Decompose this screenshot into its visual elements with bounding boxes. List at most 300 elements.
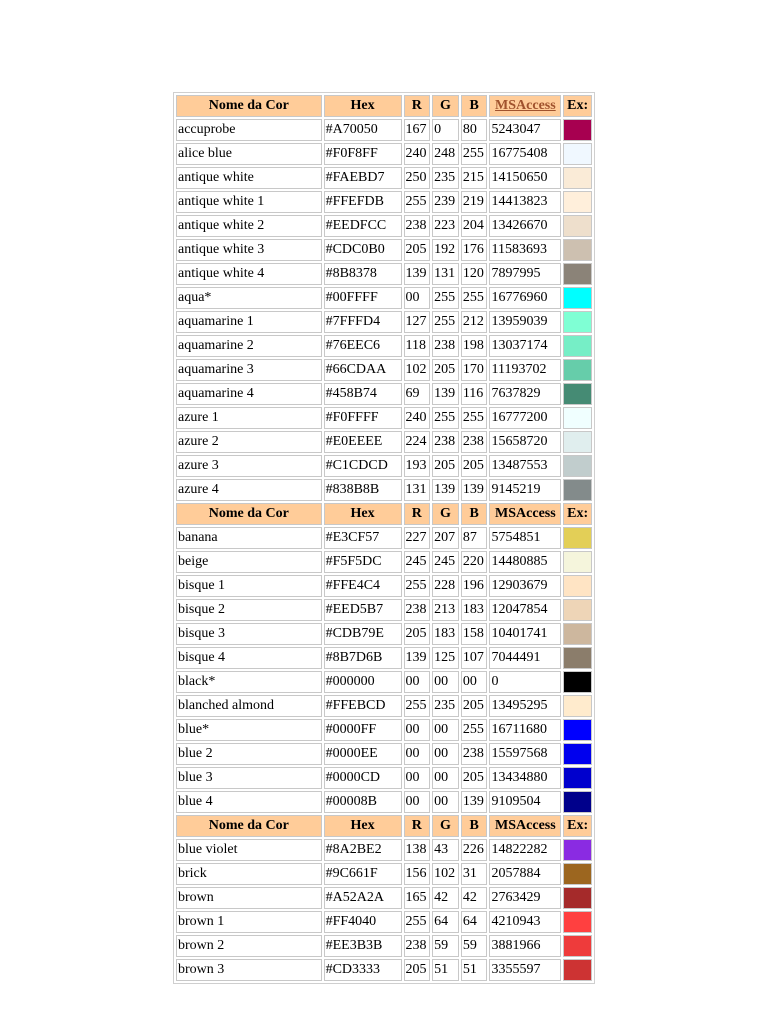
hex-cell: #FAEBD7 xyxy=(324,167,402,189)
hex-cell: #9C661F xyxy=(324,863,402,885)
green-value-cell: 00 xyxy=(432,791,459,813)
color-swatch-cell xyxy=(563,311,592,333)
color-swatch xyxy=(564,648,591,668)
blue-value-cell: 255 xyxy=(461,143,488,165)
table-row xyxy=(176,743,592,765)
header-name: Nome da Cor xyxy=(176,95,322,117)
color-swatch xyxy=(564,192,591,212)
hex-cell: #8A2BE2 xyxy=(324,839,402,861)
blue-value-cell: 120 xyxy=(461,263,488,285)
color-swatch xyxy=(564,576,591,596)
header-name: Nome da Cor xyxy=(176,815,322,837)
color-swatch xyxy=(564,384,591,404)
msaccess-value-cell: 7897995 xyxy=(489,263,561,285)
color-swatch-cell xyxy=(563,719,592,741)
color-name-cell: brown 2 xyxy=(176,935,322,957)
table-row xyxy=(176,263,592,285)
green-value-cell: 235 xyxy=(432,167,459,189)
table-row xyxy=(176,527,592,549)
color-swatch-cell xyxy=(563,671,592,693)
table-row xyxy=(176,671,592,693)
color-name-cell: aquamarine 2 xyxy=(176,335,322,357)
red-value-cell: 255 xyxy=(404,191,431,213)
red-value-cell: 255 xyxy=(404,575,431,597)
red-value-cell: 240 xyxy=(404,407,431,429)
hex-cell: #00008B xyxy=(324,791,402,813)
red-value-cell: 00 xyxy=(404,767,431,789)
hex-cell: #C1CDCD xyxy=(324,455,402,477)
hex-cell: #FFE4C4 xyxy=(324,575,402,597)
green-value-cell: 207 xyxy=(432,527,459,549)
color-name-cell: beige xyxy=(176,551,322,573)
color-swatch-cell xyxy=(563,215,592,237)
hex-cell: #E3CF57 xyxy=(324,527,402,549)
hex-cell: #FFEBCD xyxy=(324,695,402,717)
color-swatch-cell xyxy=(563,791,592,813)
red-value-cell: 156 xyxy=(404,863,431,885)
color-swatch-cell xyxy=(563,167,592,189)
blue-value-cell: 198 xyxy=(461,335,488,357)
msaccess-value-cell: 14822282 xyxy=(489,839,561,861)
table-row xyxy=(176,191,592,213)
msaccess-value-cell: 2057884 xyxy=(489,863,561,885)
color-name-cell: antique white 3 xyxy=(176,239,322,261)
header-row xyxy=(176,815,592,837)
table-row xyxy=(176,863,592,885)
msaccess-value-cell: 14480885 xyxy=(489,551,561,573)
red-value-cell: 193 xyxy=(404,455,431,477)
red-value-cell: 227 xyxy=(404,527,431,549)
color-swatch-cell xyxy=(563,911,592,933)
msaccess-value-cell: 15658720 xyxy=(489,431,561,453)
table-row xyxy=(176,575,592,597)
msaccess-value-cell: 13959039 xyxy=(489,311,561,333)
table-row xyxy=(176,335,592,357)
msaccess-value-cell: 12903679 xyxy=(489,575,561,597)
header-hex: Hex xyxy=(324,503,402,525)
blue-value-cell: 219 xyxy=(461,191,488,213)
header-r: R xyxy=(404,503,431,525)
blue-value-cell: 107 xyxy=(461,647,488,669)
hex-cell: #66CDAA xyxy=(324,359,402,381)
red-value-cell: 238 xyxy=(404,599,431,621)
color-name-cell: aquamarine 4 xyxy=(176,383,322,405)
table-row xyxy=(176,599,592,621)
msaccess-value-cell: 10401741 xyxy=(489,623,561,645)
hex-cell: #EE3B3B xyxy=(324,935,402,957)
color-name-cell: bisque 3 xyxy=(176,623,322,645)
color-swatch-cell xyxy=(563,359,592,381)
header-row xyxy=(176,95,592,117)
color-name-cell: azure 1 xyxy=(176,407,322,429)
hex-cell: #0000CD xyxy=(324,767,402,789)
color-name-cell: blue 3 xyxy=(176,767,322,789)
color-swatch xyxy=(564,864,591,884)
color-name-cell: antique white xyxy=(176,167,322,189)
blue-value-cell: 196 xyxy=(461,575,488,597)
blue-value-cell: 176 xyxy=(461,239,488,261)
hex-cell: #FF4040 xyxy=(324,911,402,933)
msaccess-value-cell: 13426670 xyxy=(489,215,561,237)
red-value-cell: 250 xyxy=(404,167,431,189)
color-swatch-cell xyxy=(563,263,592,285)
color-swatch xyxy=(564,624,591,644)
color-swatch-cell xyxy=(563,599,592,621)
blue-value-cell: 204 xyxy=(461,215,488,237)
blue-value-cell: 51 xyxy=(461,959,488,981)
color-swatch xyxy=(564,432,591,452)
msaccess-value-cell: 14413823 xyxy=(489,191,561,213)
color-name-cell: blue* xyxy=(176,719,322,741)
header-ex: Ex: xyxy=(563,95,592,117)
header-msaccess: MSAccess xyxy=(489,503,561,525)
table-row xyxy=(176,959,592,981)
blue-value-cell: 183 xyxy=(461,599,488,621)
msaccess-value-cell: 12047854 xyxy=(489,599,561,621)
blue-value-cell: 220 xyxy=(461,551,488,573)
table-row xyxy=(176,167,592,189)
header-g: G xyxy=(432,815,459,837)
color-swatch xyxy=(564,744,591,764)
green-value-cell: 255 xyxy=(432,287,459,309)
blue-value-cell: 42 xyxy=(461,887,488,909)
blue-value-cell: 205 xyxy=(461,455,488,477)
color-name-cell: blue violet xyxy=(176,839,322,861)
green-value-cell: 245 xyxy=(432,551,459,573)
color-swatch xyxy=(564,528,591,548)
green-value-cell: 139 xyxy=(432,383,459,405)
hex-cell: #CDC0B0 xyxy=(324,239,402,261)
color-name-cell: aqua* xyxy=(176,287,322,309)
green-value-cell: 00 xyxy=(432,767,459,789)
color-swatch-cell xyxy=(563,743,592,765)
table-row xyxy=(176,383,592,405)
green-value-cell: 205 xyxy=(432,359,459,381)
green-value-cell: 183 xyxy=(432,623,459,645)
red-value-cell: 238 xyxy=(404,935,431,957)
color-swatch-cell xyxy=(563,647,592,669)
header-msaccess xyxy=(489,95,561,117)
hex-cell: #0000EE xyxy=(324,743,402,765)
blue-value-cell: 87 xyxy=(461,527,488,549)
green-value-cell: 223 xyxy=(432,215,459,237)
blue-value-cell: 00 xyxy=(461,671,488,693)
blue-value-cell: 238 xyxy=(461,743,488,765)
color-swatch xyxy=(564,480,591,500)
blue-value-cell: 59 xyxy=(461,935,488,957)
msaccess-value-cell: 16775408 xyxy=(489,143,561,165)
green-value-cell: 00 xyxy=(432,719,459,741)
blue-value-cell: 226 xyxy=(461,839,488,861)
msaccess-value-cell: 15597568 xyxy=(489,743,561,765)
color-name-cell: antique white 1 xyxy=(176,191,322,213)
color-swatch-cell xyxy=(563,191,592,213)
color-name-cell: bisque 4 xyxy=(176,647,322,669)
red-value-cell: 69 xyxy=(404,383,431,405)
green-value-cell: 235 xyxy=(432,695,459,717)
color-swatch xyxy=(564,672,591,692)
hex-cell: #00FFFF xyxy=(324,287,402,309)
color-swatch-cell xyxy=(563,575,592,597)
color-swatch-cell xyxy=(563,431,592,453)
hex-cell: #A52A2A xyxy=(324,887,402,909)
color-swatch-cell xyxy=(563,935,592,957)
blue-value-cell: 31 xyxy=(461,863,488,885)
green-value-cell: 00 xyxy=(432,671,459,693)
header-hex: Hex xyxy=(324,815,402,837)
table-row xyxy=(176,887,592,909)
msaccess-link[interactable]: MSAccess xyxy=(495,98,556,113)
green-value-cell: 00 xyxy=(432,743,459,765)
green-value-cell: 125 xyxy=(432,647,459,669)
color-swatch xyxy=(564,912,591,932)
color-table xyxy=(173,92,595,984)
hex-cell: #EEDFCC xyxy=(324,215,402,237)
table-row xyxy=(176,359,592,381)
color-name-cell: aquamarine 3 xyxy=(176,359,322,381)
color-swatch xyxy=(564,696,591,716)
color-swatch xyxy=(564,888,591,908)
red-value-cell: 139 xyxy=(404,263,431,285)
hex-cell: #EED5B7 xyxy=(324,599,402,621)
green-value-cell: 192 xyxy=(432,239,459,261)
color-name-cell: blue 4 xyxy=(176,791,322,813)
color-swatch-cell xyxy=(563,887,592,909)
red-value-cell: 00 xyxy=(404,719,431,741)
blue-value-cell: 205 xyxy=(461,695,488,717)
msaccess-value-cell: 3355597 xyxy=(489,959,561,981)
green-value-cell: 239 xyxy=(432,191,459,213)
hex-cell: #FFEFDB xyxy=(324,191,402,213)
header-g: G xyxy=(432,503,459,525)
header-msaccess: MSAccess xyxy=(489,815,561,837)
red-value-cell: 167 xyxy=(404,119,431,141)
table-row xyxy=(176,119,592,141)
msaccess-value-cell: 13487553 xyxy=(489,455,561,477)
color-swatch xyxy=(564,768,591,788)
color-name-cell: bisque 2 xyxy=(176,599,322,621)
table-row xyxy=(176,839,592,861)
color-swatch xyxy=(564,720,591,740)
blue-value-cell: 158 xyxy=(461,623,488,645)
color-name-cell: accuprobe xyxy=(176,119,322,141)
table-row xyxy=(176,911,592,933)
color-swatch-cell xyxy=(563,863,592,885)
color-swatch-cell xyxy=(563,407,592,429)
blue-value-cell: 205 xyxy=(461,767,488,789)
color-name-cell: black* xyxy=(176,671,322,693)
red-value-cell: 138 xyxy=(404,839,431,861)
table-row xyxy=(176,791,592,813)
hex-cell: #76EEC6 xyxy=(324,335,402,357)
color-name-cell: brown xyxy=(176,887,322,909)
color-name-cell: antique white 2 xyxy=(176,215,322,237)
green-value-cell: 255 xyxy=(432,407,459,429)
header-r: R xyxy=(404,95,431,117)
green-value-cell: 228 xyxy=(432,575,459,597)
color-swatch xyxy=(564,288,591,308)
blue-value-cell: 139 xyxy=(461,479,488,501)
blue-value-cell: 139 xyxy=(461,791,488,813)
color-swatch xyxy=(564,216,591,236)
msaccess-value-cell: 4210943 xyxy=(489,911,561,933)
blue-value-cell: 212 xyxy=(461,311,488,333)
hex-cell: #7FFFD4 xyxy=(324,311,402,333)
table-row xyxy=(176,455,592,477)
msaccess-value-cell: 7637829 xyxy=(489,383,561,405)
msaccess-value-cell: 7044491 xyxy=(489,647,561,669)
hex-cell: #838B8B xyxy=(324,479,402,501)
table-row xyxy=(176,407,592,429)
header-b: B xyxy=(461,815,488,837)
red-value-cell: 205 xyxy=(404,239,431,261)
msaccess-value-cell: 9109504 xyxy=(489,791,561,813)
blue-value-cell: 255 xyxy=(461,287,488,309)
table-row xyxy=(176,239,592,261)
green-value-cell: 51 xyxy=(432,959,459,981)
green-value-cell: 42 xyxy=(432,887,459,909)
color-swatch xyxy=(564,960,591,980)
color-swatch xyxy=(564,360,591,380)
green-value-cell: 248 xyxy=(432,143,459,165)
blue-value-cell: 80 xyxy=(461,119,488,141)
header-g: G xyxy=(432,95,459,117)
msaccess-value-cell: 2763429 xyxy=(489,887,561,909)
red-value-cell: 245 xyxy=(404,551,431,573)
table-row xyxy=(176,287,592,309)
header-b: B xyxy=(461,95,488,117)
color-name-cell: azure 2 xyxy=(176,431,322,453)
color-name-cell: blanched almond xyxy=(176,695,322,717)
table-row xyxy=(176,311,592,333)
green-value-cell: 205 xyxy=(432,455,459,477)
color-name-cell: blue 2 xyxy=(176,743,322,765)
red-value-cell: 131 xyxy=(404,479,431,501)
color-swatch-cell xyxy=(563,383,592,405)
hex-cell: #CD3333 xyxy=(324,959,402,981)
msaccess-value-cell: 11583693 xyxy=(489,239,561,261)
red-value-cell: 255 xyxy=(404,695,431,717)
hex-cell: #0000FF xyxy=(324,719,402,741)
hex-cell: #458B74 xyxy=(324,383,402,405)
header-name: Nome da Cor xyxy=(176,503,322,525)
msaccess-value-cell: 13495295 xyxy=(489,695,561,717)
red-value-cell: 102 xyxy=(404,359,431,381)
table-row xyxy=(176,479,592,501)
color-swatch-cell xyxy=(563,623,592,645)
green-value-cell: 213 xyxy=(432,599,459,621)
header-hex: Hex xyxy=(324,95,402,117)
blue-value-cell: 64 xyxy=(461,911,488,933)
table-row xyxy=(176,143,592,165)
color-swatch xyxy=(564,312,591,332)
green-value-cell: 59 xyxy=(432,935,459,957)
color-swatch xyxy=(564,792,591,812)
red-value-cell: 205 xyxy=(404,959,431,981)
red-value-cell: 00 xyxy=(404,791,431,813)
color-swatch xyxy=(564,240,591,260)
hex-cell: #8B8378 xyxy=(324,263,402,285)
msaccess-value-cell: 5754851 xyxy=(489,527,561,549)
red-value-cell: 165 xyxy=(404,887,431,909)
blue-value-cell: 255 xyxy=(461,407,488,429)
color-swatch xyxy=(564,168,591,188)
color-swatch xyxy=(564,456,591,476)
red-value-cell: 00 xyxy=(404,287,431,309)
hex-cell: #F0FFFF xyxy=(324,407,402,429)
color-swatch-cell xyxy=(563,959,592,981)
green-value-cell: 238 xyxy=(432,335,459,357)
hex-cell: #CDB79E xyxy=(324,623,402,645)
color-name-cell: brown 3 xyxy=(176,959,322,981)
header-row xyxy=(176,503,592,525)
blue-value-cell: 215 xyxy=(461,167,488,189)
color-name-cell: bisque 1 xyxy=(176,575,322,597)
color-swatch-cell xyxy=(563,767,592,789)
msaccess-value-cell: 16776960 xyxy=(489,287,561,309)
table-row xyxy=(176,623,592,645)
color-swatch xyxy=(564,336,591,356)
red-value-cell: 205 xyxy=(404,623,431,645)
color-swatch xyxy=(564,840,591,860)
color-name-cell: antique white 4 xyxy=(176,263,322,285)
header-ex: Ex: xyxy=(563,503,592,525)
table-row xyxy=(176,767,592,789)
color-swatch-cell xyxy=(563,143,592,165)
table-row xyxy=(176,431,592,453)
table-row xyxy=(176,215,592,237)
color-name-cell: brown 1 xyxy=(176,911,322,933)
red-value-cell: 224 xyxy=(404,431,431,453)
blue-value-cell: 238 xyxy=(461,431,488,453)
blue-value-cell: 170 xyxy=(461,359,488,381)
color-swatch-cell xyxy=(563,695,592,717)
green-value-cell: 43 xyxy=(432,839,459,861)
color-name-cell: banana xyxy=(176,527,322,549)
color-name-cell: aquamarine 1 xyxy=(176,311,322,333)
msaccess-value-cell: 16711680 xyxy=(489,719,561,741)
green-value-cell: 255 xyxy=(432,311,459,333)
header-r: R xyxy=(404,815,431,837)
header-b: B xyxy=(461,503,488,525)
color-swatch xyxy=(564,144,591,164)
color-swatch xyxy=(564,936,591,956)
table-row xyxy=(176,719,592,741)
green-value-cell: 0 xyxy=(432,119,459,141)
red-value-cell: 240 xyxy=(404,143,431,165)
table-row xyxy=(176,647,592,669)
color-swatch-cell xyxy=(563,479,592,501)
hex-cell: #E0EEEE xyxy=(324,431,402,453)
red-value-cell: 00 xyxy=(404,671,431,693)
red-value-cell: 238 xyxy=(404,215,431,237)
color-swatch-cell xyxy=(563,551,592,573)
color-swatch-cell xyxy=(563,839,592,861)
color-swatch-cell xyxy=(563,287,592,309)
red-value-cell: 139 xyxy=(404,647,431,669)
color-table-body xyxy=(176,95,592,981)
color-name-cell: azure 3 xyxy=(176,455,322,477)
color-name-cell: alice blue xyxy=(176,143,322,165)
header-ex: Ex: xyxy=(563,815,592,837)
color-swatch-cell xyxy=(563,335,592,357)
green-value-cell: 102 xyxy=(432,863,459,885)
color-swatch xyxy=(564,120,591,140)
hex-cell: #F5F5DC xyxy=(324,551,402,573)
red-value-cell: 255 xyxy=(404,911,431,933)
msaccess-value-cell: 13037174 xyxy=(489,335,561,357)
table-row xyxy=(176,935,592,957)
